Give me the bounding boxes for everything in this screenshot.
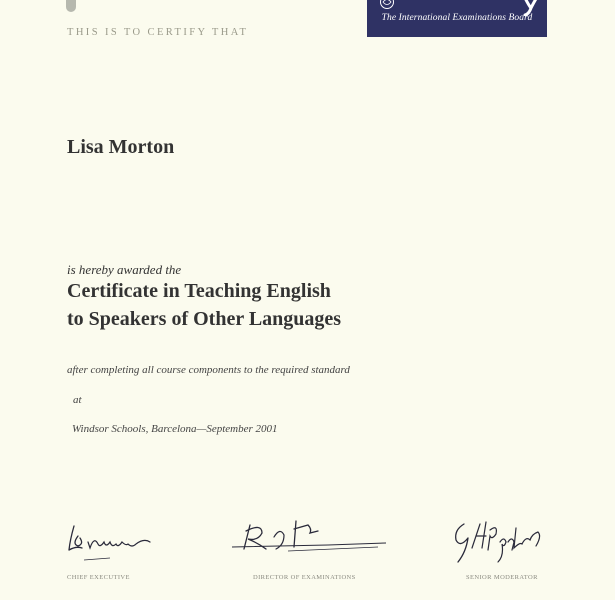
awarded-statement: is hereby awarded the (67, 262, 182, 277)
qualification-title-line-1: Certificate in Teaching English (67, 280, 331, 302)
at-label: at (73, 394, 82, 406)
completion-statement: after completing all course components to the required standard (67, 364, 350, 376)
board-name: The International Examinations Board (381, 13, 533, 23)
senior-moderator-title: SENIOR MODERATOR (466, 574, 538, 581)
crest-emblem (66, 0, 76, 12)
chief-executive-title: CHIEF EXECUTIVE (67, 574, 130, 581)
senior-moderator-signature (450, 518, 550, 568)
recipient-name: Lisa Morton (67, 136, 175, 158)
venue-and-date: Windsor Schools, Barcelona—September 2001 (72, 423, 278, 435)
crest-logo-icon (379, 0, 395, 10)
director-of-examinations-title: DIRECTOR OF EXAMINATIONS (253, 574, 356, 581)
certify-heading: THIS IS TO CERTIFY THAT (67, 27, 249, 38)
chief-executive-signature (66, 522, 158, 568)
qualification-title-line-2: to Speakers of Other Languages (67, 308, 342, 330)
examinations-board-banner (367, 0, 547, 37)
director-of-examinations-signature (228, 517, 392, 559)
